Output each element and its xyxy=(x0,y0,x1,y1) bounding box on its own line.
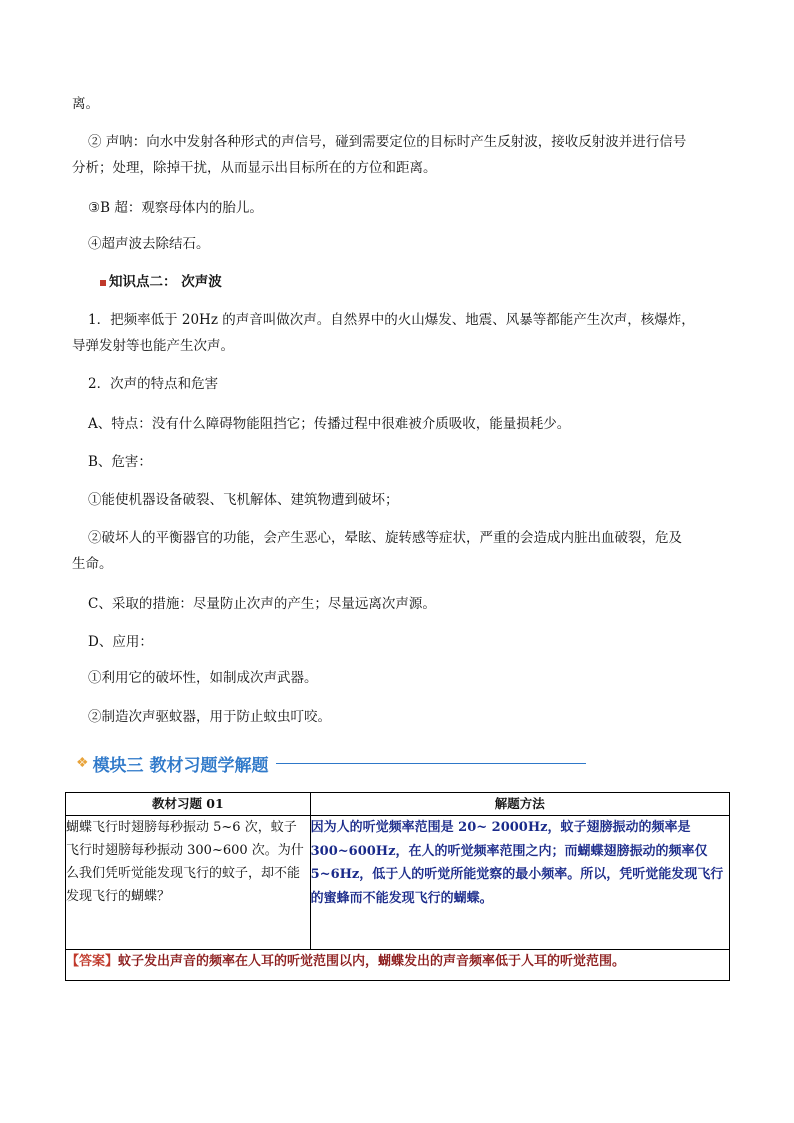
paragraph-line: 离。 xyxy=(72,96,99,112)
stone-removal-line: ④超声波去除结石。 xyxy=(88,236,210,252)
harm-item-2-cont: 生命。 xyxy=(72,556,113,572)
answer-text: 蚊子发出声音的频率在人耳的听觉范围以内，蝴蝶发出的声音频率低于人耳的听觉范围。 xyxy=(118,954,626,969)
feature-line: A、特点：没有什么障碍物能阻挡它；传播过程中很难被介质吸收，能量损耗少。 xyxy=(88,416,571,432)
exercise-header: 教材习题 01 xyxy=(66,793,311,816)
bullet-square-icon xyxy=(100,280,106,286)
measures-line: C、采取的措施：尽量防止次声的产生；尽量远离次声源。 xyxy=(88,596,436,612)
harm-heading: B、危害： xyxy=(88,454,152,470)
question-text: 蝴蝶飞行时翅膀每秒振动 5~6 次，蚊子飞行时翅膀每秒振动 300~600 次。为什么我们凭听觉能发现飞行的蚊子，却不能发现飞行的蝴蝶？ xyxy=(66,820,304,904)
answer-tag: 【答案】 xyxy=(66,954,119,969)
b-ultrasound-line: ③B 超：观察母体内的胎儿。 xyxy=(88,200,263,216)
diamond-icon: ❖ xyxy=(76,755,89,771)
infrasound-definition: 1．把频率低于 20Hz 的声音叫做次声。自然界中的火山爆发、地震、风暴等都能产生次声，核爆炸， xyxy=(88,312,695,328)
harm-item-1: ①能使机器设备破裂、飞机解体、建筑物遭到破坏； xyxy=(88,492,399,508)
module-rule xyxy=(276,763,586,764)
module-title: 模块三 教材习题学解题 xyxy=(92,755,269,776)
application-item-1: ①利用它的破坏性，如制成次声武器。 xyxy=(88,670,318,686)
exercise-table xyxy=(65,792,730,981)
section-heading: 2．次声的特点和危害 xyxy=(88,376,219,392)
infrasound-definition-cont: 导弹发射等也能产生次声。 xyxy=(72,338,234,354)
answer-cell xyxy=(66,950,730,981)
method-header: 解题方法 xyxy=(310,793,729,816)
application-item-2: ②制造次声驱蚊器，用于防止蚊虫叮咬。 xyxy=(88,709,331,725)
knowledge-point-heading: 知识点二： 次声波 xyxy=(100,270,222,294)
harm-item-2: ②破坏人的平衡器官的功能，会产生恶心，晕眩、旋转感等症状，严重的会造成内脏出血破裂，危及 xyxy=(88,530,682,546)
method-cell xyxy=(310,816,729,950)
method-text: 因为人的听觉频率范围是 20~ 2000Hz，蚊子翅膀振动的频率是 300~600Hz，在人的听觉频率范围之内；而蝴蝶翅膀振动的频率仅 5~6Hz，低于人的听觉所能觉察的最小频率。所以，凭听觉能发现飞行的蜜蜂而不能发现飞行的蝴蝶。 xyxy=(310,820,724,906)
module-heading xyxy=(76,750,586,776)
sonar-line: ② 声呐：向水中发射各种形式的声信号，碰到需要定位的目标时产生反射波，接收反射波并进行信号 xyxy=(88,134,687,150)
question-cell xyxy=(66,816,311,950)
application-heading: D、应用： xyxy=(88,634,153,650)
sonar-line-cont: 分析；处理，除掉干扰，从而显示出目标所在的方位和距离。 xyxy=(72,160,437,176)
